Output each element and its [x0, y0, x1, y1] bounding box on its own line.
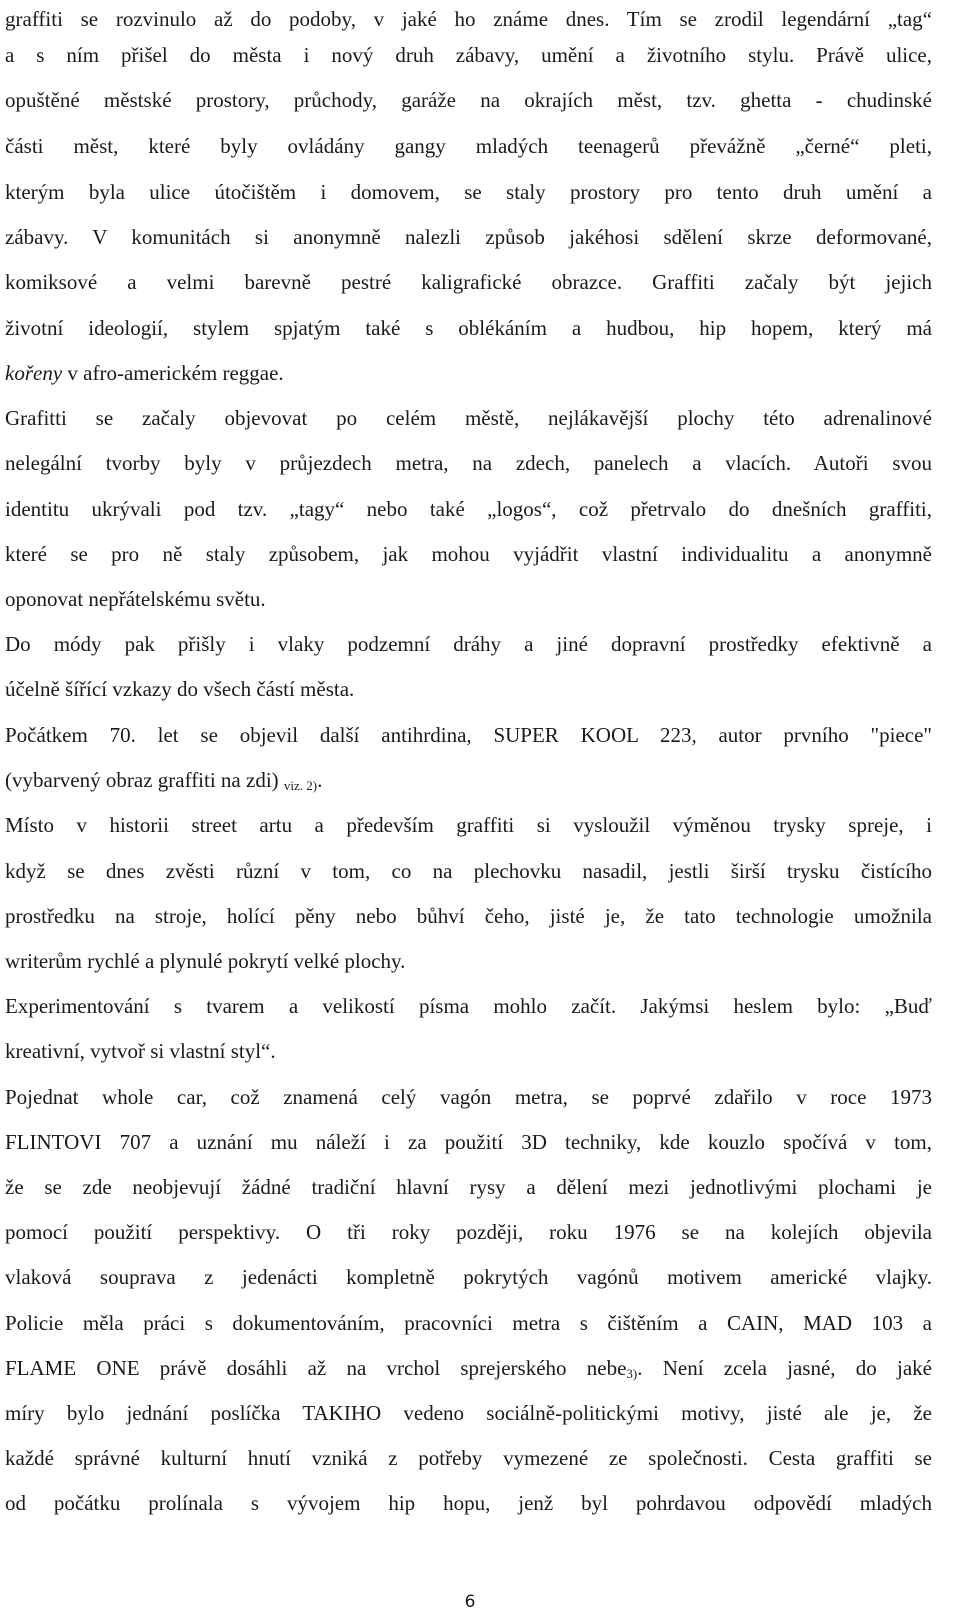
- text-line: když se dnes zvěsti různí v tom, co na plechovku nasadil, jestli širší trysku čistícího: [5, 859, 932, 883]
- text-line: writerům rychlé a plynulé pokrytí velké plochy.: [5, 949, 406, 973]
- text-fragment: . Není zcela jasné, do jaké: [637, 1356, 932, 1380]
- text-line: které se pro ně staly způsobem, jak mohou vyjádřit vlastní individualitu a anonymně: [5, 542, 932, 566]
- text-line: každé správné kulturní hnutí vzniká z potřeby vymezené ze společnosti. Cesta graffiti se: [5, 1446, 932, 1470]
- text-line: prostředku na stroje, holící pěny nebo bůhví čeho, jisté je, že tato technologie umožnila: [5, 904, 932, 928]
- text-line: oponovat nepřátelskému světu.: [5, 587, 266, 611]
- text-line: Grafitti se začaly objevovat po celém městě, nejlákavější plochy této adrenalinové: [5, 406, 932, 430]
- text-line: [5, 1346, 932, 1390]
- text-line: Pojednat whole car, což znamená celý vagón metra, se poprvé zdařilo v roce 1973: [5, 1085, 932, 1109]
- text-line: míry bylo jednání poslíčka TAKIHO vedeno sociálně-politickými motivy, jisté ale je, že: [5, 1401, 932, 1425]
- text-line: kterým byla ulice útočištěm i domovem, se staly prostory pro tento druh umění a: [5, 180, 932, 204]
- text-line: kreativní, vytvoř si vlastní styl“.: [5, 1039, 276, 1063]
- text-line: identitu ukrývali pod tzv. „tagy“ nebo také „logos“, což přetrvalo do dnešních graffiti,: [5, 497, 932, 521]
- text-line: životní ideologií, stylem spjatým také s oblékáním a hudbou, hip hopem, který má: [5, 316, 932, 340]
- text-line: účelně šířící vzkazy do všech částí města.: [5, 677, 355, 701]
- text-fragment: (vybarvený obraz graffiti na zdi): [5, 768, 279, 792]
- text-line: komiksové a velmi barevně pestré kaligrafické obrazce. Graffiti začaly být jejich: [5, 270, 932, 294]
- reference-note: 3): [626, 1366, 638, 1381]
- text-line: že se zde neobjevují žádné tradiční hlavní rysy a dělení mezi jednotlivými plochami je: [5, 1175, 932, 1199]
- text-fragment: FLAME ONE právě dosáhli až na vrchol sprejerského nebe: [5, 1356, 627, 1380]
- text-line: Experimentování s tvarem a velikostí písma mohlo začít. Jakýmsi heslem bylo: „Buď: [5, 994, 932, 1018]
- text-line: [5, 351, 932, 395]
- page-number: 6: [464, 1592, 476, 1612]
- text-line: graffiti se rozvinulo až do podoby, v jaké ho známe dnes. Tím se zrodil legendární „tag“: [5, 7, 932, 31]
- text-line: a s ním přišel do města i nový druh zábavy, umění a životního stylu. Právě ulice,: [5, 43, 932, 67]
- text-line: od počátku prolínala s vývojem hip hopu, jenž byl pohrdavou odpovědí mladých: [5, 1491, 932, 1515]
- reference-note: viz. 2): [283, 778, 318, 793]
- text-fragment: .: [317, 768, 323, 792]
- text-line: zábavy. V komunitách si anonymně nalezli způsob jakéhosi sdělení skrze deformované,: [5, 225, 932, 249]
- italic-word: kořeny: [5, 361, 63, 385]
- text-line: pomocí použití perspektivy. O tři roky později, roku 1976 se na kolejích objevila: [5, 1220, 932, 1244]
- text-line: Počátkem 70. let se objevil další antihrdina, SUPER KOOL 223, autor prvního "piece": [5, 723, 932, 747]
- text-line: nelegální tvorby byly v průjezdech metra, na zdech, panelech a vlacích. Autoři svou: [5, 451, 932, 475]
- text-line: vlaková souprava z jedenácti kompletně pokrytých vagónů motivem americké vlajky.: [5, 1265, 932, 1289]
- text-line: části měst, které byly ovládány gangy mladých teenagerů převážně „černé“ pleti,: [5, 134, 932, 158]
- text-line: Místo v historii street artu a především graffiti si vysloužil výměnou trysky spreje, i: [5, 813, 932, 837]
- text-line: opuštěné městské prostory, průchody, garáže na okrajích měst, tzv. ghetta - chudinské: [5, 88, 932, 112]
- text-line: Do módy pak přišly i vlaky podzemní dráhy a jiné dopravní prostředky efektivně a: [5, 632, 932, 656]
- text-line: [5, 758, 932, 802]
- text-fragment: v afro-americkém reggae.: [67, 361, 284, 385]
- text-line: Policie měla práci s dokumentováním, pracovníci metra s čištěním a CAIN, MAD 103 a: [5, 1311, 932, 1335]
- text-line: FLINTOVI 707 a uznání mu náleží i za použití 3D techniky, kde kouzlo spočívá v tom,: [5, 1130, 932, 1154]
